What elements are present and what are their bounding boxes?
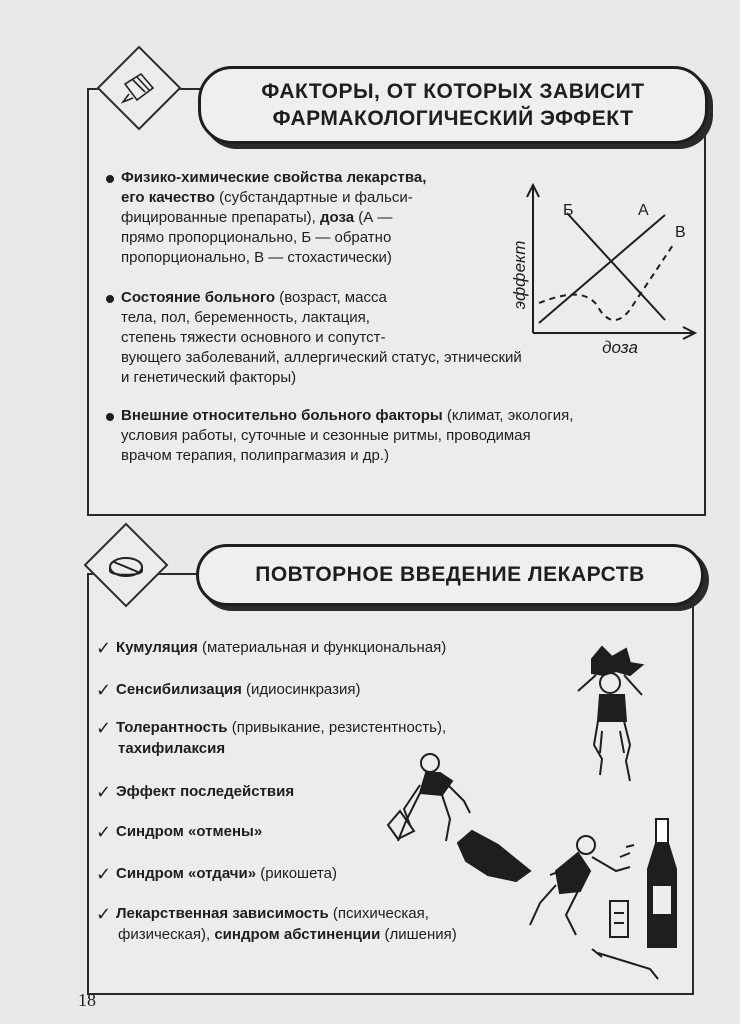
check-mark-icon: ✓ bbox=[96, 718, 112, 738]
bold-text: доза bbox=[319, 209, 355, 226]
factor-line bbox=[121, 368, 661, 388]
graph-ylabel: эффект bbox=[510, 240, 529, 310]
factor-line bbox=[121, 446, 681, 466]
repeated-admin-title bbox=[196, 544, 704, 606]
plain-text: и генетический факторы) bbox=[121, 369, 297, 386]
plain-text: тела, пол, беременность, лактация, bbox=[121, 309, 370, 326]
figure-fallen bbox=[530, 836, 634, 935]
plain-text: условия работы, суточные и сезонные ритмы, проводимая bbox=[121, 427, 531, 444]
factor-line bbox=[121, 168, 521, 188]
factor-line bbox=[121, 426, 681, 446]
plain-text: фицированные препараты), bbox=[121, 209, 320, 226]
check-mark-icon: ✓ bbox=[96, 864, 112, 884]
check-mark-icon: ✓ bbox=[96, 904, 112, 924]
factor-line bbox=[121, 228, 521, 248]
plain-text: (психическая, bbox=[328, 905, 429, 922]
pill-tablet-icon bbox=[84, 523, 168, 607]
plain-text: пропорционально, В — стохастически) bbox=[121, 249, 392, 266]
check-mark-icon: ✓ bbox=[96, 680, 112, 700]
graph-xlabel: доза bbox=[602, 338, 638, 355]
factors-section-badge bbox=[97, 46, 181, 130]
plain-text: степень тяжести основного и сопутст- bbox=[121, 329, 386, 346]
bold-text: Внешние относительно больного факторы bbox=[121, 407, 443, 424]
pencil-sketch-icon bbox=[97, 46, 181, 130]
bold-text: его качество bbox=[121, 189, 215, 206]
plain-text: врачом терапия, полипрагмазия и др.) bbox=[121, 447, 390, 464]
graph-label-b: Б bbox=[563, 202, 574, 219]
bullet-dot bbox=[106, 175, 114, 183]
bold-text: Толерантность bbox=[116, 719, 228, 736]
check-mark-icon: ✓ bbox=[96, 822, 112, 842]
factors-title-line2: ФАРМАКОЛОГИЧЕСКИЙ ЭФФЕКТ bbox=[272, 107, 634, 130]
dose-effect-graph bbox=[505, 175, 700, 355]
factor-line bbox=[121, 406, 681, 426]
bold-text: Сенсибилизация bbox=[116, 681, 242, 698]
factor-line bbox=[121, 248, 521, 268]
factor-line bbox=[121, 188, 521, 208]
bullet-dot bbox=[106, 413, 114, 421]
check-mark-icon: ✓ bbox=[96, 638, 112, 658]
plain-text: физическая), bbox=[118, 926, 215, 943]
curve-a-line bbox=[539, 215, 665, 323]
plain-text: (рикошета) bbox=[256, 865, 337, 882]
bold-text: Кумуляция bbox=[116, 639, 198, 656]
factors-title bbox=[198, 66, 708, 144]
bold-text: Лекарственная зависимость bbox=[116, 905, 329, 922]
plain-text: (возраст, масса bbox=[275, 289, 387, 306]
plain-text: (климат, экология, bbox=[442, 407, 574, 424]
figure-walking bbox=[388, 754, 530, 881]
bold-text: Синдром «отмены» bbox=[116, 823, 263, 840]
bold-text: тахифилаксия bbox=[118, 740, 226, 757]
bold-text: синдром абстиненции bbox=[214, 926, 381, 943]
graph-label-v: В bbox=[675, 224, 686, 241]
bold-text: Состояние больного bbox=[121, 289, 276, 306]
factors-title-line1: ФАКТОРЫ, ОТ КОТОРЫХ ЗАВИСИТ bbox=[261, 80, 645, 103]
check-mark-icon: ✓ bbox=[96, 782, 112, 802]
plain-text: (субстандартные и фальси- bbox=[214, 189, 413, 206]
figure-standing bbox=[578, 647, 642, 781]
bullet-dot bbox=[106, 295, 114, 303]
plain-text: (привыкание, резистентность), bbox=[227, 719, 447, 736]
plain-text: (идиосинкразия) bbox=[241, 681, 361, 698]
factor-line bbox=[121, 208, 521, 228]
plain-text: (материальная и функциональная) bbox=[197, 639, 447, 656]
bottle bbox=[648, 819, 676, 947]
repeated-admin-title-text: ПОВТОРНОЕ ВВЕДЕНИЕ ЛЕКАРСТВ bbox=[255, 563, 645, 586]
plain-text: вующего заболеваний, аллергический статус, этнический bbox=[121, 349, 522, 366]
repeated-admin-badge bbox=[84, 523, 168, 607]
bold-text: Синдром «отдачи» bbox=[116, 865, 257, 882]
withdrawal-illustration bbox=[380, 635, 690, 985]
graph-label-a: А bbox=[638, 202, 649, 219]
plain-text: прямо пропорционально, Б — обратно bbox=[121, 229, 392, 246]
plain-text: (А — bbox=[354, 209, 393, 226]
page-number: 18 bbox=[78, 990, 96, 1010]
bold-text: Эффект последействия bbox=[116, 783, 295, 800]
plain-text: (лишения) bbox=[380, 926, 457, 943]
bold-text: Физико-химические свойства лекарства, bbox=[121, 169, 427, 186]
curve-b-line bbox=[567, 213, 665, 320]
